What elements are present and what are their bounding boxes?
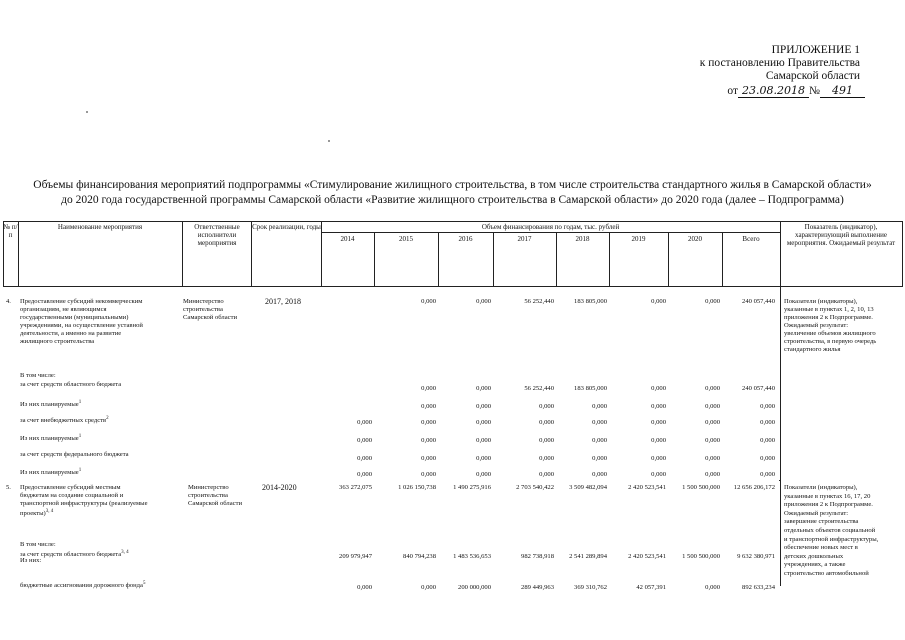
table-cell-value: 0,000 [357,471,372,478]
col-header-name: Наименование мероприятия [57,223,143,231]
table-cell-value: 0,000 [476,403,491,410]
footnote-mark: 5 [142,581,146,586]
col-header-year: 2019 [631,235,646,243]
table-cell-value: 0,000 [651,403,666,410]
subrow-label [20,580,145,590]
table-cell-value: 1 483 536,653 [453,553,491,560]
responsible-line: Министерство [183,298,224,305]
table-cell-value: 0,000 [539,419,554,426]
table-cell-value: 0,000 [705,419,720,426]
table-cell-value: 0,000 [421,455,436,462]
table-cell-value: 0,000 [476,298,491,305]
footnote-mark: 1 [78,400,82,405]
indicator-line: обеспечение новых мест в [784,544,858,552]
indicator-line: указанные в пунктах 16, 17, 20 [784,492,871,500]
table-cell-value: 0,000 [476,437,491,444]
page-title-line-2: до 2020 года государственной программы Самарской области «Развитие жилищного строительства в Самарской области» до 2020 года (далее – Подпрограмма) [61,194,844,206]
table-cell-value: 0,000 [705,403,720,410]
subrow-label [20,399,81,409]
table-cell-value: 0,000 [760,455,775,462]
indicator-line: Ожидаемый результат: [784,509,849,517]
table-cell-value: 982 738,918 [521,553,554,560]
footnote-mark: 2 [106,416,109,421]
appendix-date-line [727,84,865,97]
table-cell-value: 0,000 [592,419,607,426]
table-cell-value: 0,000 [705,471,720,478]
table-cell-value: 0,000 [651,385,666,392]
row-number: 5. [6,484,11,491]
footnote-mark: 3, 4 [45,509,54,514]
table-cell-value: 9 632 380,971 [737,553,775,560]
indicator-line: приложения 2 к Подпрограмме. [784,314,873,321]
table-top-border [3,221,903,222]
col-header-total: Всего [742,235,760,243]
table-cell-value: 56 252,440 [524,385,554,392]
indicator-line: и транспортной инфраструктуры, [784,535,879,543]
measure-name-line: государственными (муниципальными) [20,314,129,321]
table-cell-value: 0,000 [421,584,436,591]
col-header-year: 2015 [399,235,413,243]
handwritten-date: 23.08.2018 [738,84,809,98]
table-cell-value: 1 026 150,738 [398,484,436,491]
subrow-label [20,541,56,549]
col-border [902,221,903,286]
indicator-line: завершение строительства [784,518,859,526]
responsible-line: Министерство [188,484,229,491]
table-cell-value: 0,000 [592,403,607,410]
col-header-year: 2017 [517,235,532,243]
subrow-label-text: Из них планируемые [20,401,79,409]
volume-subheader-border [321,232,780,233]
table-cell-value: 0,000 [651,437,666,444]
indicator-line: приложения 2 к Подпрограмме. [784,501,873,509]
measure-name-line: транспортной инфраструктуры (реализуемые [20,500,148,507]
table-cell-value: 200 000,000 [458,584,491,591]
subrow-label-text: В том числе: [20,372,56,379]
table-cell-value: 0,000 [421,385,436,392]
table-cell-value: 0,000 [539,403,554,410]
responsible-line: строительства [188,492,228,499]
table-cell-value: 2 420 523,541 [628,553,666,560]
indicator-line: отдельных объектов социальной [784,527,876,534]
subrow-label-text: за счет средств областного бюджета [20,551,122,559]
table-cell-value: 1 500 500,000 [682,553,720,560]
subrow-label-text: за счет средств областного бюджета [20,381,122,388]
page-title-line-1: Объемы финансирования мероприятий подпрограммы «Стимулирование жилищного строительства, в том числе строительства стандартного жилья в Самарской области» [33,179,872,191]
table-cell-value: 1 500 500,000 [682,484,720,491]
row-number: 4. [6,298,11,305]
term-value: 2017, 2018 [265,297,301,306]
table-cell-value: 0,000 [705,437,720,444]
table-cell-value: 3 509 482,094 [569,484,607,491]
subrow-label [20,433,81,443]
col-border [182,221,183,286]
measure-name-line: деятельности, а именно на развитие [20,330,122,337]
footnote-mark: 1 [78,468,82,473]
row-separator [779,480,781,481]
indicator-line: строительство автомобильной [784,570,869,577]
table-cell-value: 0,000 [539,471,554,478]
table-cell-value: 2 541 289,894 [569,553,607,560]
indicator-line: увеличение объемов жилищного [784,330,876,337]
table-cell-value: 0,000 [651,298,666,305]
table-header-bottom-border [3,286,903,287]
responsible-line: Самарской области [183,314,237,321]
measure-name-line: Предоставление субсидий некоммерческим [20,298,143,305]
table-cell-value: 56 252,440 [524,298,554,305]
table-cell-value: 369 310,762 [574,584,607,591]
table-cell-value: 2 420 523,541 [628,484,666,491]
table-cell-value: 0,000 [651,471,666,478]
subrow-label [20,451,129,459]
measure-name-line: бюджетам на создание социальной и [20,492,124,499]
table-cell-value: 0,000 [476,471,491,478]
table-cell-value: 0,000 [705,385,720,392]
table-cell-value: 0,000 [592,471,607,478]
table-cell-value: 2 703 540,422 [516,484,554,491]
table-cell-value: 183 805,000 [574,298,607,305]
table-cell-value: 892 633,234 [742,584,775,591]
table-cell-value: 0,000 [476,385,491,392]
indicator-column-border [780,286,781,586]
subrow-label-text: Из них планируемые [20,469,79,477]
subrow-label [20,381,121,389]
subrow-label-text: Из них: [20,557,42,564]
measure-name-line: учреждениями, на осуществление уставной [20,322,143,329]
table-cell-value: 0,000 [651,455,666,462]
table-cell-value: 0,000 [760,471,775,478]
responsible-line: строительства [183,306,223,313]
table-cell-value: 0,000 [421,403,436,410]
indicator-line: Показатели (индикаторы), [784,298,858,305]
table-cell-value: 0,000 [421,419,436,426]
subrow-label-text: Из них планируемые [20,435,79,443]
table-cell-value: 840 794,238 [403,553,436,560]
col-header-indicator: Показатель (индикатор), характеризующий выполнение мероприятия. Ожидаемый результат [786,223,896,247]
col-header-year: 2016 [458,235,473,243]
term-value: 2014-2020 [262,483,297,492]
number-prefix: № [809,85,820,97]
footnote-mark: 3, 4 [121,550,129,555]
table-cell-value: 42 057,391 [636,584,666,591]
table-cell-value: 0,000 [760,419,775,426]
appendix-region: Самарской области [765,70,860,82]
table-cell-value: 0,000 [357,455,372,462]
col-header-term: Срок реализации, годы [252,223,321,231]
subrow-label-text: за счет средств федерального бюджета [20,451,129,458]
table-cell-value: 0,000 [421,437,436,444]
scan-speck [86,111,88,113]
col-header-year: 2018 [575,235,590,243]
measure-name-line: организациям, не являющимся [20,306,107,313]
table-cell-value: 183 805,000 [574,385,607,392]
footnote-mark: 1 [78,434,82,439]
table-cell-value: 0,000 [760,403,775,410]
subrow-label [20,557,41,565]
table-cell-value: 0,000 [421,471,436,478]
indicator-line: строительства, в первую очередь [784,338,877,345]
handwritten-number: 491 [820,84,865,98]
table-cell-value: 1 490 275,916 [453,484,491,491]
appendix-subtitle: к постановлению Правительства [699,57,860,69]
col-header-responsible: Ответственные исполнители мероприятия [194,223,240,247]
col-header-number: № п/п [3,223,18,239]
table-cell-value: 240 057,440 [742,298,775,305]
table-cell-value: 0,000 [539,437,554,444]
col-header-year: 2014 [340,235,355,243]
indicator-line: указанные в пунктах 1, 2, 10, 13 [784,306,874,313]
measure-name-line: жилищного строительства [20,338,95,345]
indicator-line: Показатели (индикаторы), [784,484,858,491]
table-cell-value: 0,000 [705,455,720,462]
indicator-line: стандартного жилья [784,346,841,353]
table-cell-value: 0,000 [421,298,436,305]
table-cell-value: 12 656 206,172 [733,484,775,491]
subrow-label-text: за счет внебюджетных средств [20,417,107,425]
indicator-line: учреждениях, а также [784,561,846,569]
table-cell-value: 0,000 [476,455,491,462]
table-cell-value: 0,000 [357,437,372,444]
table-cell-value: 0,000 [651,419,666,426]
table-cell-value: 240 057,440 [742,385,775,392]
table-cell-value: 0,000 [760,437,775,444]
subrow-label-text: В том числе: [20,541,56,548]
indicator-line: Ожидаемый результат: [784,322,849,329]
subrow-label [20,467,81,477]
col-header-year: 2020 [688,235,702,243]
table-cell-value: 289 449,963 [521,584,554,591]
table-cell-value: 0,000 [592,455,607,462]
measure-name-line: Предоставление субсидий местным [20,484,121,491]
subrow-label-text: бюджетные ассигнования дорожного фонда [20,582,143,590]
table-cell-value: 0,000 [357,584,372,591]
table-cell-value: 0,000 [476,419,491,426]
responsible-line: Самарской области [188,500,242,507]
table-cell-value: 363 272,075 [339,484,372,491]
table-cell-value: 0,000 [357,419,372,426]
table-cell-value: 0,000 [592,437,607,444]
table-cell-value: 0,000 [705,584,720,591]
measure-name-line: проекты)$^{3, 4}$ [20,509,54,518]
appendix-title: ПРИЛОЖЕНИЕ 1 [771,44,860,56]
table-cell-value: 209 979,947 [339,553,372,560]
date-prefix: от [727,85,739,97]
indicator-line: детских дошкольных [784,552,844,560]
table-cell-value: 0,000 [539,455,554,462]
col-header-volume: Объем финансирования по годам, тыс. рублей [481,223,620,231]
subrow-label [20,415,109,425]
table-cell-value: 0,000 [705,298,720,305]
subrow-label [20,372,56,380]
col-border [780,221,781,286]
scan-speck [328,140,330,142]
